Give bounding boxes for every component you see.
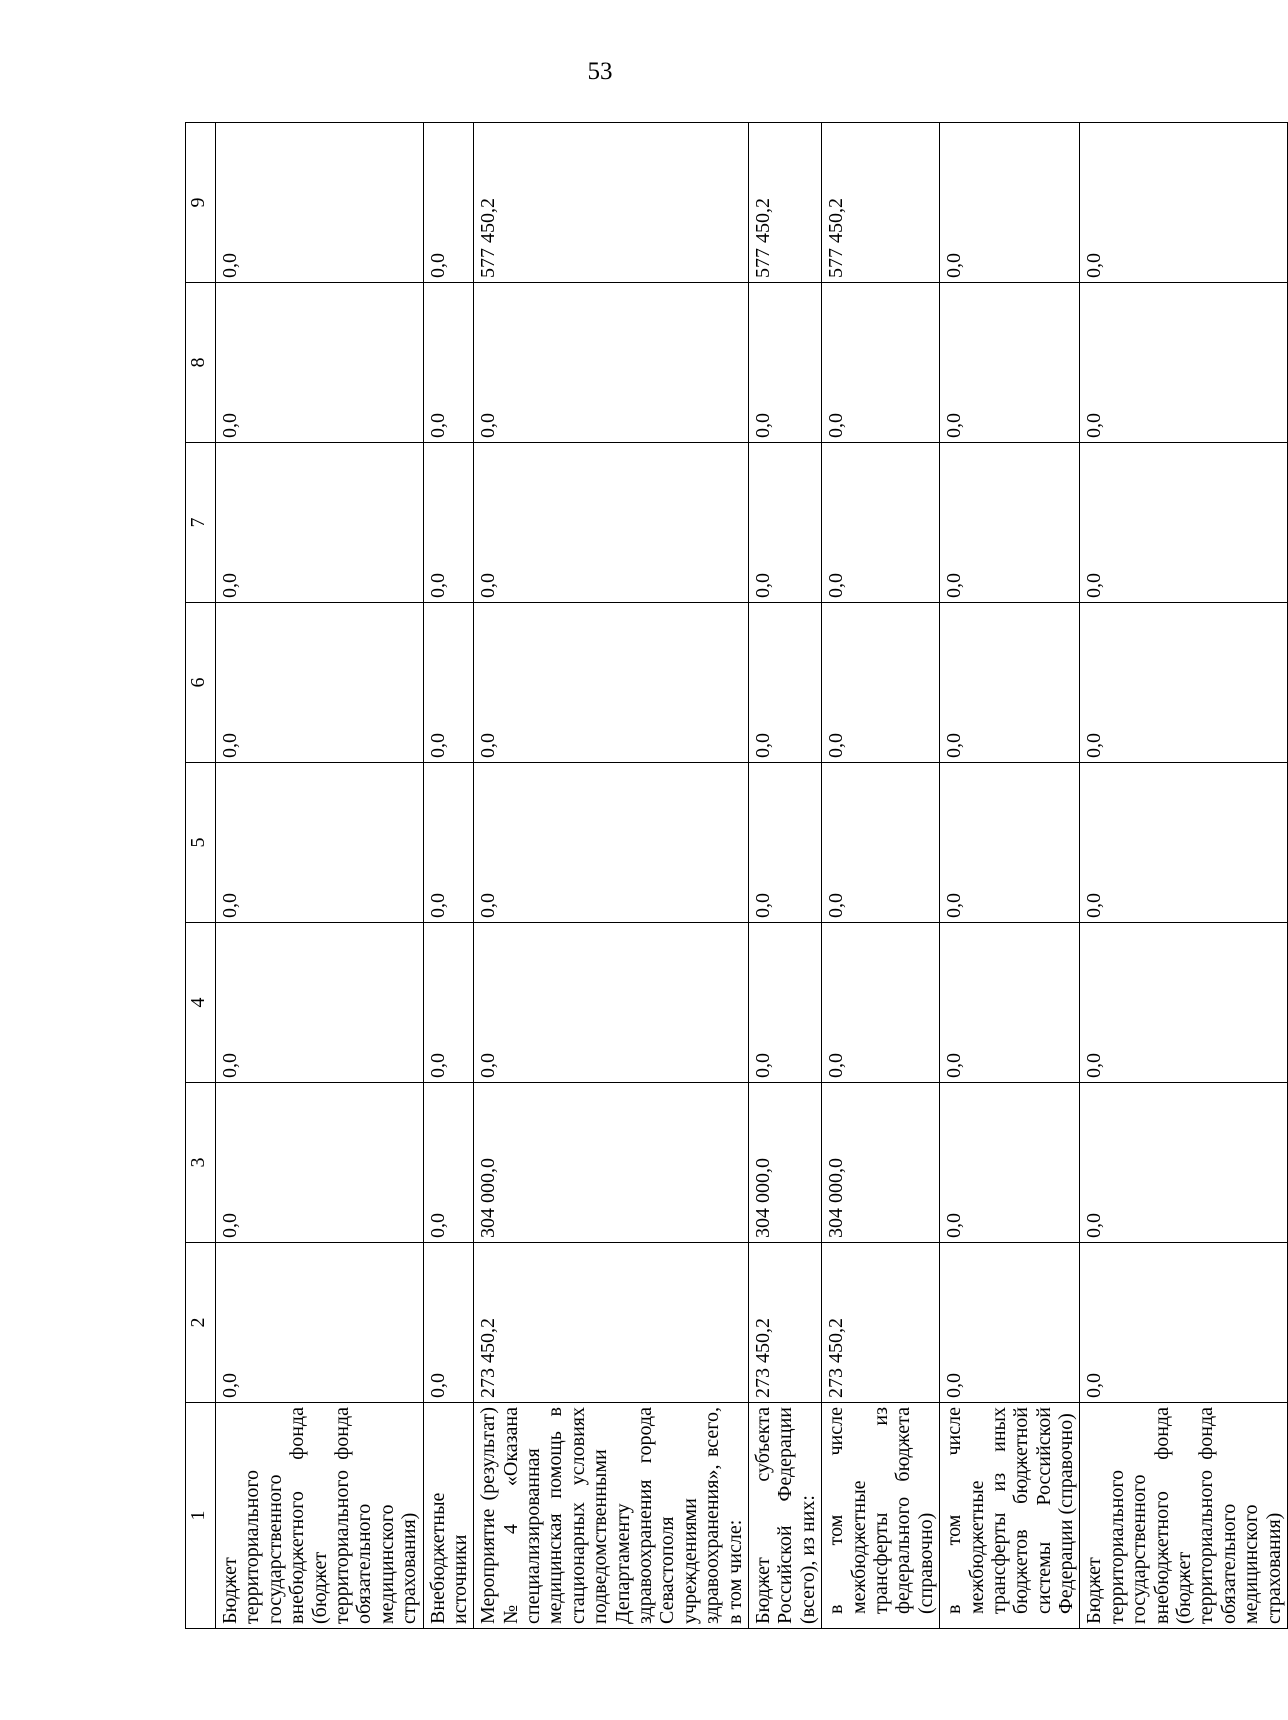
cell-value: 0,0 [940, 923, 1080, 1083]
cell-value: 0,0 [474, 763, 749, 923]
cell-value: 304 000,0 [474, 1083, 749, 1243]
cell-value: 0,0 [423, 1243, 474, 1403]
cell-value: 0,0 [423, 123, 474, 283]
cell-value: 0,0 [1080, 443, 1288, 603]
table-row [940, 123, 1080, 1629]
table-row [822, 123, 940, 1629]
cell-value: 0,0 [748, 763, 821, 923]
cell-value: 0,0 [216, 763, 424, 923]
rotated-table-container [185, 123, 1285, 1629]
cell-value: 0,0 [423, 443, 474, 603]
cell-value: 0,0 [1080, 1083, 1288, 1243]
cell-value: 0,0 [822, 603, 940, 763]
cell-value: 0,0 [423, 283, 474, 443]
row-label: Мероприятие (результат) № 4 «Оказана специализированная медицинская помощь в стационарных условиях подведомственными Департаменту здравоохранения города Севастополя учреждениями здравоохранения», всего, в том числе: [474, 1403, 749, 1629]
row-label: в том числе межбюджетные трансферты из иных бюджетов бюджетной системы Российской Федерации (справочно) [940, 1403, 1080, 1629]
cell-value: 0,0 [1080, 763, 1288, 923]
cell-value: 577 450,2 [822, 123, 940, 283]
cell-value: 0,0 [216, 1083, 424, 1243]
row-label: Бюджет территориального государственного внебюджетного фонда (бюджет территориального фонда обязательного медицинского страхования) [1080, 1403, 1288, 1629]
column-header: 1 [186, 1403, 216, 1629]
budget-table [185, 122, 1288, 1629]
cell-value: 0,0 [940, 123, 1080, 283]
cell-value: 0,0 [1080, 1243, 1288, 1403]
cell-value: 0,0 [216, 283, 424, 443]
cell-value: 0,0 [940, 443, 1080, 603]
cell-value: 0,0 [423, 763, 474, 923]
row-label: Внебюджетные источники [423, 1403, 474, 1629]
cell-value: 304 000,0 [748, 1083, 821, 1243]
header-row [186, 123, 216, 1629]
table-row [474, 123, 749, 1629]
cell-value: 0,0 [940, 1083, 1080, 1243]
cell-value: 0,0 [474, 443, 749, 603]
table-row [423, 123, 474, 1629]
cell-value: 0,0 [940, 763, 1080, 923]
cell-value: 0,0 [940, 1243, 1080, 1403]
table-row [216, 123, 424, 1629]
cell-value: 0,0 [940, 603, 1080, 763]
cell-value: 0,0 [748, 443, 821, 603]
cell-value: 0,0 [216, 123, 424, 283]
cell-value: 0,0 [474, 603, 749, 763]
cell-value: 0,0 [1080, 603, 1288, 763]
cell-value: 0,0 [822, 283, 940, 443]
cell-value: 0,0 [474, 923, 749, 1083]
cell-value: 273 450,2 [748, 1243, 821, 1403]
cell-value: 0,0 [1080, 283, 1288, 443]
row-label: Бюджет субъекта Российской Федерации (всего), из них: [748, 1403, 821, 1629]
column-header: 8 [186, 283, 216, 443]
column-header: 3 [186, 1083, 216, 1243]
cell-value: 304 000,0 [822, 1083, 940, 1243]
page-number: 53 [587, 58, 613, 85]
cell-value: 273 450,2 [822, 1243, 940, 1403]
cell-value: 577 450,2 [474, 123, 749, 283]
column-header: 4 [186, 923, 216, 1083]
row-label: в том числе межбюджетные трансферты из федерального бюджета (справочно) [822, 1403, 940, 1629]
cell-value: 0,0 [940, 283, 1080, 443]
cell-value: 273 450,2 [474, 1243, 749, 1403]
cell-value: 0,0 [748, 923, 821, 1083]
cell-value: 0,0 [1080, 123, 1288, 283]
cell-value: 0,0 [423, 923, 474, 1083]
cell-value: 0,0 [822, 443, 940, 603]
cell-value: 0,0 [423, 1083, 474, 1243]
cell-value: 0,0 [748, 603, 821, 763]
column-header: 5 [186, 763, 216, 923]
cell-value: 577 450,2 [748, 123, 821, 283]
row-label: Бюджет территориального государственного внебюджетного фонда (бюджет территориального фонда обязательного медицинского страхования) [216, 1403, 424, 1629]
cell-value: 0,0 [216, 1243, 424, 1403]
cell-value: 0,0 [423, 603, 474, 763]
cell-value: 0,0 [216, 603, 424, 763]
cell-value: 0,0 [474, 283, 749, 443]
cell-value: 0,0 [1080, 923, 1288, 1083]
column-header: 7 [186, 443, 216, 603]
cell-value: 0,0 [216, 443, 424, 603]
table-row [748, 123, 821, 1629]
cell-value: 0,0 [822, 923, 940, 1083]
cell-value: 0,0 [822, 763, 940, 923]
column-header: 6 [186, 603, 216, 763]
table-row [1080, 123, 1288, 1629]
cell-value: 0,0 [216, 923, 424, 1083]
cell-value: 0,0 [748, 283, 821, 443]
column-header: 9 [186, 123, 216, 283]
column-header: 2 [186, 1243, 216, 1403]
